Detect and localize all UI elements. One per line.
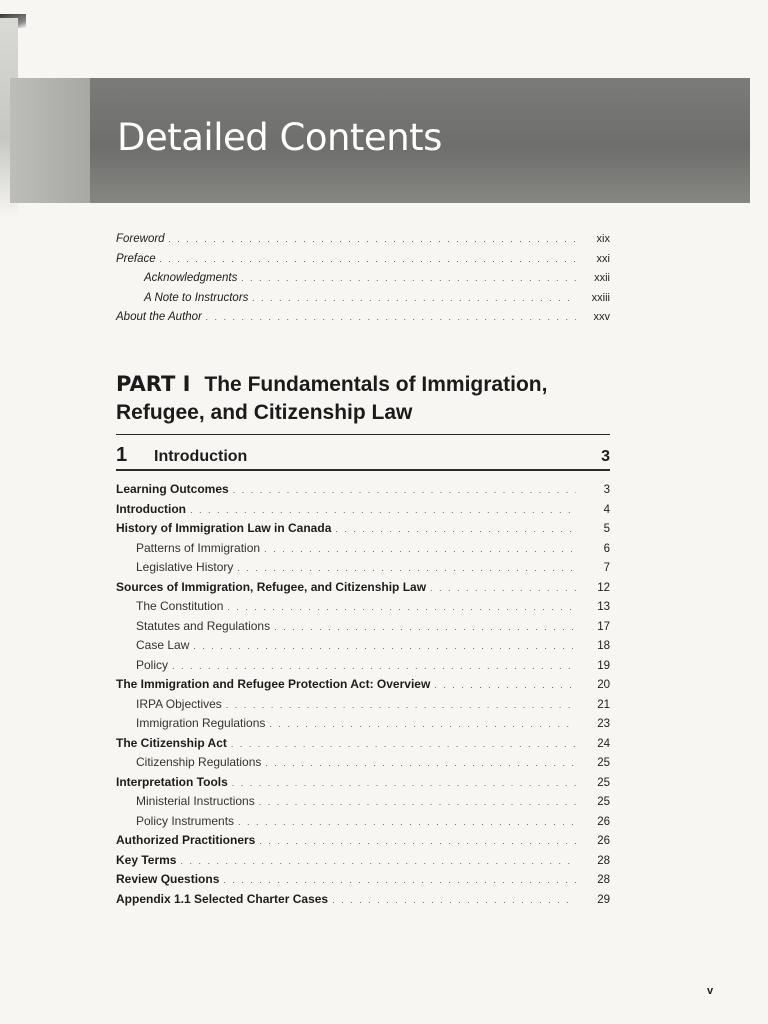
- toc-entry-label: History of Immigration Law in Canada: [116, 521, 332, 535]
- dot-leader: [269, 716, 576, 730]
- toc-row[interactable]: [116, 638, 610, 658]
- toc-row[interactable]: [116, 677, 610, 697]
- toc-row[interactable]: [116, 482, 610, 502]
- toc-entry-label: A Note to Instructors: [144, 291, 249, 304]
- dot-leader: [252, 292, 576, 304]
- toc-row[interactable]: [116, 794, 610, 814]
- toc-page-number: 28: [597, 874, 610, 886]
- toc-row[interactable]: [116, 853, 610, 873]
- toc-entry-label: Introduction: [116, 501, 186, 516]
- toc-page-number: 12: [597, 581, 610, 594]
- toc-entry-label: The Constitution: [136, 599, 224, 613]
- dot-leader: [238, 814, 576, 828]
- toc-entry-label: Immigration Regulations: [136, 716, 266, 730]
- toc-entry-label: Policy: [136, 657, 169, 672]
- toc-row[interactable]: [116, 560, 610, 580]
- toc-row[interactable]: [116, 716, 610, 736]
- toc-entry-label: Legislative History: [136, 560, 234, 574]
- chapter-entries-list: [116, 482, 610, 911]
- toc-entry-label: The Citizenship Act: [116, 735, 227, 750]
- toc-page-number: xix: [596, 233, 610, 245]
- dot-leader: [335, 521, 576, 535]
- dot-leader: [274, 619, 576, 633]
- toc-entry-label: Appendix 1.1 Selected Charter Cases: [116, 891, 329, 906]
- part-number: PART I: [116, 372, 191, 396]
- toc-row[interactable]: [116, 872, 610, 892]
- toc-row[interactable]: [116, 736, 610, 756]
- toc-row[interactable]: [116, 833, 610, 853]
- toc-page-number: 21: [597, 698, 610, 711]
- dot-leader: [172, 658, 576, 672]
- toc-row[interactable]: [116, 775, 610, 795]
- toc-page-number: 26: [597, 835, 610, 847]
- toc-page-number: 25: [597, 776, 610, 789]
- toc-row[interactable]: [116, 292, 610, 312]
- toc-row[interactable]: [116, 521, 610, 541]
- page-number: v: [707, 985, 714, 997]
- toc-page-number: 28: [597, 854, 610, 867]
- toc-entry-label: Acknowledgments: [144, 272, 238, 284]
- dot-leader: [233, 482, 576, 496]
- toc-page-number: 29: [597, 893, 610, 906]
- toc-entry-label: Interpretation Tools: [116, 774, 228, 789]
- toc-page-number: 6: [603, 542, 610, 555]
- toc-entry-label: Statutes and Regulations: [136, 618, 271, 633]
- dot-leader: [206, 311, 576, 323]
- toc-page-number: 19: [597, 659, 610, 672]
- dot-leader: [237, 560, 576, 574]
- toc-page-number: 17: [597, 620, 610, 633]
- dot-leader: [223, 872, 576, 886]
- toc-entry-label: Foreword: [116, 233, 165, 245]
- toc-entry-label: Learning Outcomes: [116, 482, 229, 496]
- toc-entry-label: Review Questions: [116, 872, 220, 886]
- toc-page-number: 18: [597, 640, 610, 652]
- page-title: Detailed Contents: [117, 116, 442, 159]
- toc-row[interactable]: [116, 658, 610, 678]
- toc-page-number: 25: [597, 796, 610, 808]
- toc-page-number: 13: [597, 601, 610, 613]
- toc-page-number: xxi: [596, 252, 610, 265]
- toc-entry-label: Case Law: [136, 638, 190, 652]
- toc-row[interactable]: [116, 233, 610, 253]
- dot-leader: [193, 638, 576, 652]
- part-divider: [116, 434, 610, 435]
- toc-page-number: xxiii: [591, 291, 610, 304]
- dot-leader: [169, 233, 576, 245]
- toc-entry-label: Key Terms: [116, 852, 177, 867]
- dot-leader: [430, 580, 576, 594]
- toc-page-number: xxv: [593, 311, 610, 323]
- toc-row[interactable]: [116, 814, 610, 834]
- dot-leader: [264, 541, 576, 555]
- toc-entry-label: Policy Instruments: [136, 813, 235, 828]
- dot-leader: [259, 833, 576, 847]
- dot-leader: [241, 272, 576, 284]
- toc-row[interactable]: [116, 580, 610, 600]
- chapter-divider: [116, 469, 610, 471]
- toc-page-number: 20: [597, 679, 610, 691]
- toc-page-number: xxii: [594, 272, 610, 284]
- dot-leader: [434, 677, 576, 691]
- toc-entry-label: Sources of Immigration, Refugee, and Citizenship Law: [116, 579, 427, 594]
- toc-page-number: 23: [597, 718, 610, 730]
- toc-page-number: 7: [603, 562, 610, 574]
- chapter-title: Introduction: [154, 448, 248, 465]
- dot-leader: [190, 502, 576, 516]
- dot-leader: [180, 853, 576, 867]
- toc-row[interactable]: [116, 892, 610, 912]
- toc-row[interactable]: [116, 755, 610, 775]
- toc-entry-label: About the Author: [116, 311, 202, 323]
- toc-entry-label: IRPA Objectives: [136, 696, 222, 711]
- dot-leader: [227, 599, 576, 613]
- toc-page-number: 5: [603, 523, 610, 535]
- toc-row[interactable]: [116, 541, 610, 561]
- toc-row[interactable]: [116, 697, 610, 717]
- dot-leader: [332, 892, 576, 906]
- part-title: The Fundamentals of Immigration, Refugee, and Citizenship Law: [116, 373, 548, 424]
- toc-page-number: 26: [597, 815, 610, 828]
- toc-row[interactable]: [116, 253, 610, 273]
- toc-page-number: 25: [597, 757, 610, 769]
- toc-row[interactable]: [116, 599, 610, 619]
- dot-leader: [160, 253, 576, 265]
- chapter-number: 1: [116, 444, 128, 466]
- chapter-page: 3: [601, 448, 610, 465]
- chapter-heading[interactable]: [116, 444, 610, 467]
- toc-entry-label: Citizenship Regulations: [136, 755, 262, 769]
- toc-row[interactable]: [116, 272, 610, 292]
- dot-leader: [231, 736, 576, 750]
- part-heading: [116, 370, 610, 427]
- toc-entry-label: Patterns of Immigration: [136, 540, 261, 555]
- dot-leader: [265, 755, 576, 769]
- toc-entry-label: Authorized Practitioners: [116, 833, 256, 847]
- toc-entry-label: Ministerial Instructions: [136, 794, 255, 808]
- header-tab: [10, 78, 90, 203]
- toc-page-number: 4: [603, 503, 610, 516]
- toc-row[interactable]: [116, 619, 610, 639]
- dot-leader: [259, 794, 576, 808]
- toc-page-number: 3: [603, 484, 610, 496]
- front-matter-list: [116, 233, 610, 331]
- dot-leader: [226, 697, 576, 711]
- toc-row[interactable]: [116, 311, 610, 331]
- toc-entry-label: Preface: [116, 252, 156, 265]
- toc-entry-label: The Immigration and Refugee Protection Act: Overview: [116, 677, 431, 691]
- toc-row[interactable]: [116, 502, 610, 522]
- toc-page-number: 24: [597, 737, 610, 750]
- dot-leader: [232, 775, 576, 789]
